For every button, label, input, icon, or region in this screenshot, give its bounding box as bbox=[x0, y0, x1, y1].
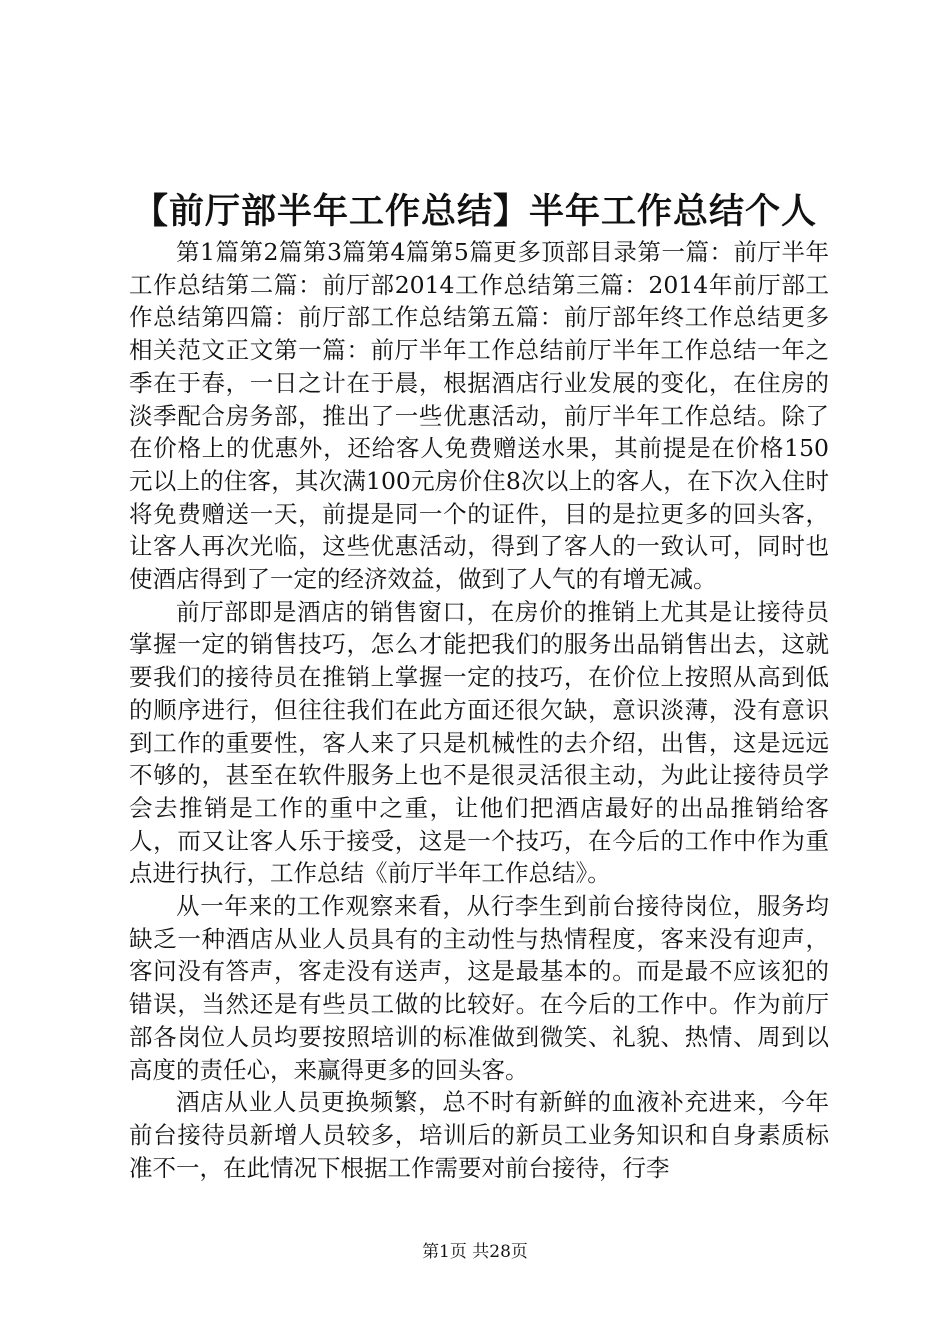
body-paragraph: 从一年来的工作观察来看，从行李生到前台接待岗位，服务均缺乏一种酒店从业人员具有的主动性与热情程度，客来没有迎声，客问没有答声，客走没有送声，这是最基本的。而是最不应该犯的错误，当然还是有些员工做的比较好。在今后的工作中。作为前厅部各岗位人员均要按照培训的标准做到微笑、礼貌、热情、周到以高度的责任心，来赢得更多的回头客。 bbox=[129, 892, 829, 1084]
body-paragraph: 前厅部即是酒店的销售窗口，在房价的推销上尤其是让接待员掌握一定的销售技巧，怎么才能把我们的服务出品销售出去，这就要我们的接待员在推销上掌握一定的技巧，在价位上按照从高到低的顺序进行，但往往我们在此方面还很欠缺，意识淡薄，没有意识到工作的重要性，客人来了只是机械性的去介绍，出售，这是远远不够的，甚至在软件服务上也不是很灵活很主动，为此让接待员学会去推销是工作的重中之重，让他们把酒店最好的出品推销给客人，而又让客人乐于接受，这是一个技巧，在今后的工作中作为重点进行执行，工作总结《前厅半年工作总结》。 bbox=[129, 597, 829, 888]
body-paragraph: 酒店从业人员更换频繁，总不时有新鲜的血液补充进来，今年前台接待员新增人员较多，培训后的新员工业务知识和自身素质标准不一，在此情况下根据工作需要对前台接待，行李 bbox=[129, 1088, 829, 1182]
page-footer: 第1页 共28页 bbox=[422, 1242, 528, 1262]
document-title: 【前厅部半年工作总结】半年工作总结个人 bbox=[132, 191, 817, 232]
body-paragraph: 第1篇第2篇第3篇第4篇第5篇更多顶部目录第一篇：前厅半年工作总结第二篇：前厅部2014工作总结第三篇：2014年前厅部工作总结第四篇：前厅部工作总结第五篇：前厅部年终工作总结更多相关范文正文第一篇：前厅半年工作总结前厅半年工作总结一年之季在于春，一日之计在于晨，根据酒店行业发展的变化，在住房的淡季配合房务部，推出了一些优惠活动，前厅半年工作总结。除了在价格上的优惠外，还给客人免费赠送水果，其前提是在价格150元以上的住客，其次满100元房价住8次以上的客人，在下次入住时将免费赠送一天，前提是同一个的证件，目的是拉更多的回头客，让客人再次光临，这些优惠活动，得到了客人的一致认可，同时也使酒店得到了一定的经济效益，做到了人气的有增无减。 bbox=[129, 238, 829, 594]
document-body bbox=[129, 236, 829, 1184]
